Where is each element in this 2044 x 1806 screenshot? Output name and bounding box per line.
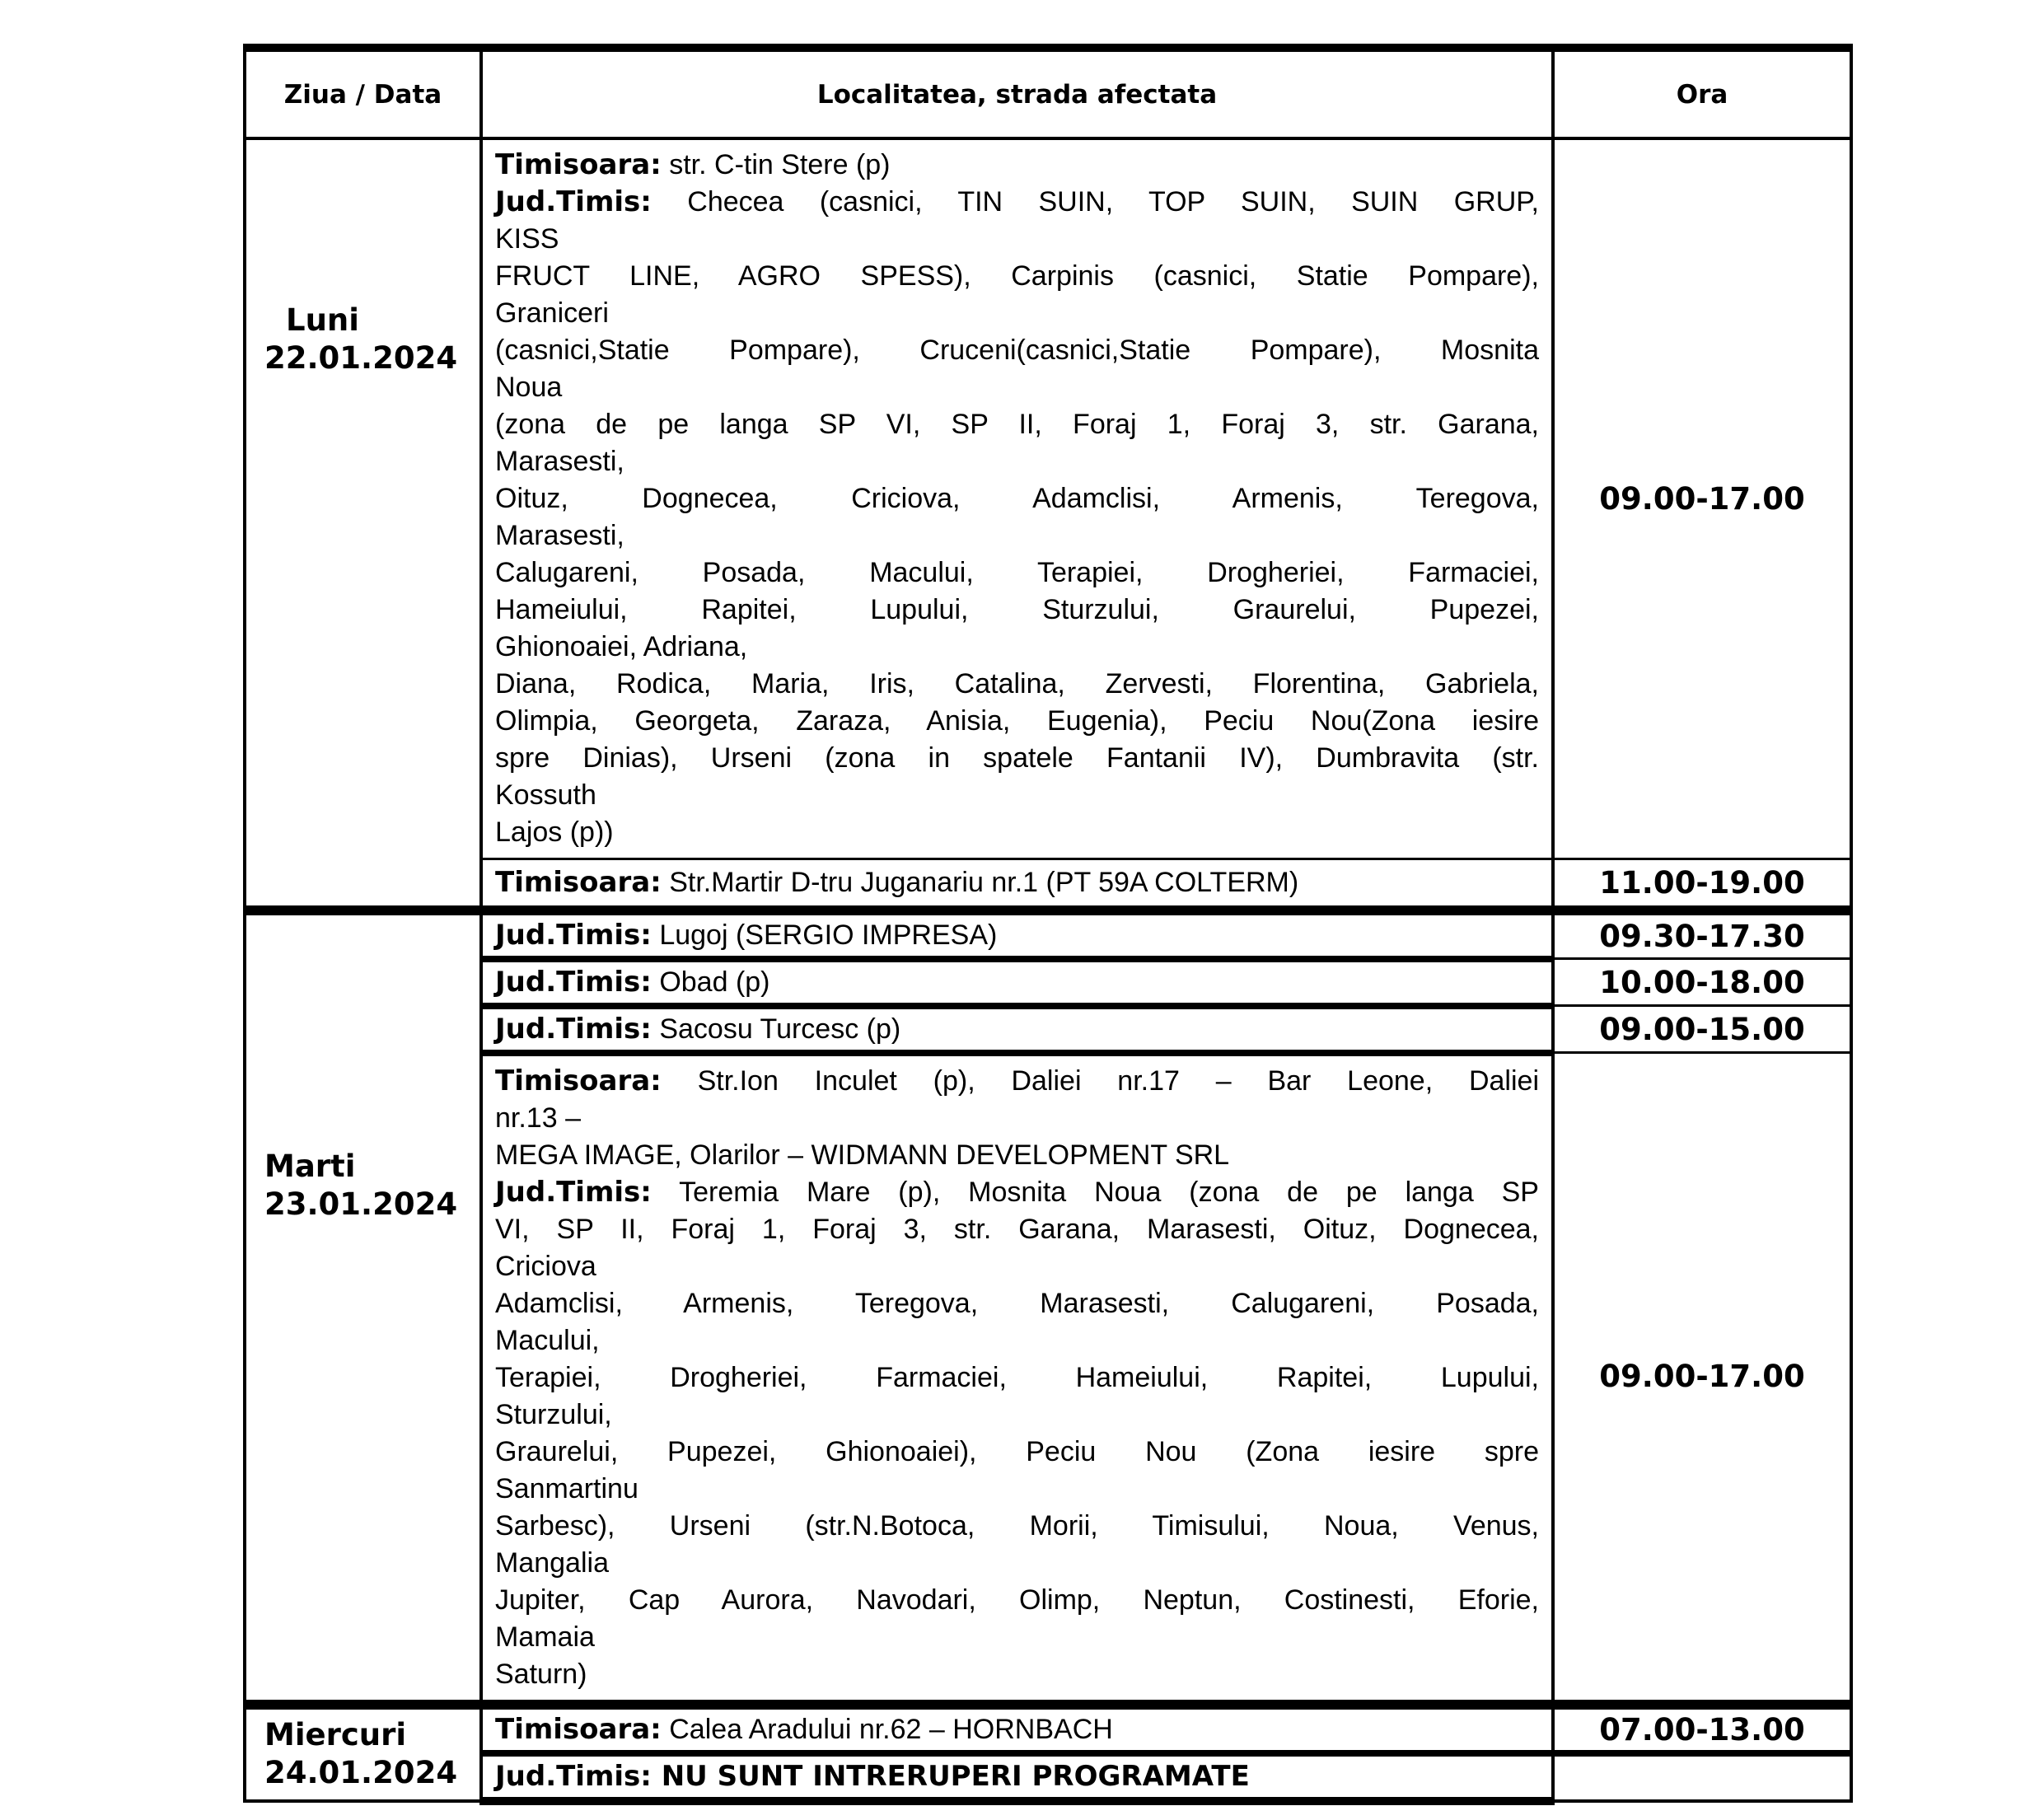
- time-cell: [1553, 1753, 1851, 1801]
- row-marti-obad: [245, 959, 1851, 1006]
- time-cell: 11.00-19.00: [1553, 859, 1851, 910]
- time-cell: 07.00-13.00: [1553, 1705, 1851, 1753]
- text-line: nr.13 –: [495, 1102, 581, 1134]
- day-name: Marti: [264, 1148, 356, 1184]
- location-cell: [481, 1753, 1553, 1801]
- outage-schedule-table: [243, 44, 1853, 1805]
- day-cell-miercuri: [245, 1705, 481, 1801]
- time-cell: 09.00-15.00: [1553, 1006, 1851, 1053]
- day-name: Miercuri: [264, 1717, 407, 1752]
- text-line: Jud.Timis: Obad (p): [495, 965, 770, 999]
- bold-lead-in: Jud.Timis:: [495, 965, 652, 999]
- day-cell-marti: [245, 910, 481, 1705]
- location-cell: [481, 1006, 1553, 1053]
- bold-lead-in: Jud.Timis:: [495, 1175, 652, 1209]
- text-line: Olimpia, Georgeta, Zaraza, Anisia, Eugenia), Peciu Nou(Zona iesire: [495, 705, 1539, 737]
- header-row: [245, 48, 1851, 138]
- text-line: Calugareni, Posada, Macului, Terapiei, Drogheriei, Farmaciei,: [495, 557, 1539, 588]
- bold-lead-in: Timisoara:: [495, 148, 662, 181]
- text-line: Noua: [495, 372, 563, 403]
- text-line: Graniceri: [495, 297, 609, 329]
- bold-lead-in: Jud.Timis:: [495, 918, 652, 952]
- time-cell: 10.00-18.00: [1553, 959, 1851, 1006]
- location-cell: [481, 1053, 1553, 1705]
- text-line: Timisoara: str. C-tin Stere (p): [495, 148, 891, 181]
- text-line: Saturn): [495, 1658, 587, 1690]
- row-miercuri-nusunt: [245, 1753, 1851, 1801]
- text-line: Criciova: [495, 1250, 596, 1282]
- row-luni-main: [245, 138, 1851, 859]
- text-line: Terapiei, Drogheriei, Farmaciei, Hameiului, Rapitei, Lupului,: [495, 1361, 1539, 1393]
- text-line: Jud.Timis: Teremia Mare (p), Mosnita Noua (zona de pe langa SP: [495, 1175, 1539, 1209]
- text-line: Sturzului,: [495, 1398, 612, 1430]
- text-line: Sarbesc), Urseni (str.N.Botoca, Morii, Timisului, Noua, Venus,: [495, 1509, 1539, 1542]
- day-date: 23.01.2024: [264, 1186, 458, 1222]
- text-line: KISS: [495, 223, 559, 255]
- header-time: Ora: [1553, 48, 1851, 138]
- time-cell: 09.00-17.00: [1553, 1053, 1851, 1705]
- row-marti-sacosu: [245, 1006, 1851, 1053]
- row-miercuri-hornbach: [245, 1705, 1851, 1753]
- row-marti-main: [245, 1053, 1851, 1705]
- header-location: Localitatea, strada afectata: [481, 48, 1553, 138]
- text-line: Marasesti,: [495, 520, 624, 551]
- text-line: Marasesti,: [495, 446, 624, 477]
- text-line: (zona de pe langa SP VI, SP II, Foraj 1, Foraj 3, str. Garana,: [495, 409, 1539, 440]
- bold-lead-in: Jud.Timis: NU SUNT INTRERUPERI PROGRAMATE: [495, 1759, 1250, 1793]
- bold-lead-in: Timisoara:: [495, 1712, 662, 1746]
- text-line: Timisoara: Calea Aradului nr.62 – HORNBACH: [495, 1712, 1113, 1746]
- text-line: Jud.Timis: Sacosu Turcesc (p): [495, 1012, 901, 1046]
- bold-lead-in: Jud.Timis:: [495, 1012, 652, 1046]
- text-line: Lajos (p)): [495, 816, 614, 848]
- text-line: Mamaia: [495, 1621, 595, 1653]
- text-line: MEGA IMAGE, Olarilor – WIDMANN DEVELOPMENT SRL: [495, 1139, 1230, 1171]
- text-line: Adamclisi, Armenis, Teregova, Marasesti, Calugareni, Posada,: [495, 1287, 1539, 1319]
- day-cell-luni: [245, 138, 481, 910]
- day-date: 24.01.2024: [264, 1755, 458, 1790]
- header-day: Ziua / Data: [245, 48, 481, 138]
- location-cell: [481, 859, 1553, 910]
- bold-lead-in: Timisoara:: [495, 865, 662, 899]
- bold-lead-in: Jud.Timis:: [495, 185, 652, 218]
- text-line: Diana, Rodica, Maria, Iris, Catalina, Zervesti, Florentina, Gabriela,: [495, 668, 1539, 699]
- text-line: Macului,: [495, 1324, 600, 1356]
- text-line: FRUCT LINE, AGRO SPESS), Carpinis (casnici, Statie Pompare),: [495, 260, 1539, 292]
- text-line: Jud.Timis: Checea (casnici, TIN SUIN, TOP SUIN, SUIN GRUP,: [495, 185, 1539, 218]
- text-line: Jud.Timis: Lugoj (SERGIO IMPRESA): [495, 918, 998, 952]
- location-cell: [481, 1705, 1553, 1753]
- text-line: Sanmartinu: [495, 1472, 638, 1504]
- location-cell: [481, 910, 1553, 959]
- text-line: Timisoara: Str.Martir D-tru Juganariu nr.1 (PT 59A COLTERM): [495, 865, 1299, 899]
- text-line: spre Dinias), Urseni (zona in spatele Fantanii IV), Dumbravita (str.: [495, 742, 1539, 774]
- text-line: [495, 1758, 1539, 1795]
- location-cell: [481, 959, 1553, 1006]
- text-line: Mangalia: [495, 1546, 609, 1579]
- bold-lead-in: Timisoara:: [495, 1064, 662, 1097]
- row-marti-lugoj: [245, 910, 1851, 959]
- text-line: Hameiului, Rapitei, Lupului, Sturzului, Graurelui, Pupezei,: [495, 594, 1539, 625]
- day-name: Luni: [286, 302, 359, 338]
- text-line: VI, SP II, Foraj 1, Foraj 3, str. Garana, Marasesti, Oituz, Dognecea,: [495, 1213, 1539, 1245]
- text-line: (casnici,Statie Pompare), Cruceni(casnici,Statie Pompare), Mosnita: [495, 335, 1539, 366]
- text-line: Kossuth: [495, 779, 596, 811]
- row-luni-martir: [245, 859, 1851, 910]
- time-cell: 09.30-17.30: [1553, 910, 1851, 959]
- text-line: Jupiter, Cap Aurora, Navodari, Olimp, Neptun, Costinesti, Eforie,: [495, 1584, 1539, 1616]
- text-line: Oituz, Dognecea, Criciova, Adamclisi, Armenis, Teregova,: [495, 483, 1539, 514]
- text-line: Ghionoaiei, Adriana,: [495, 631, 748, 662]
- location-cell: [481, 138, 1553, 859]
- text-line: Graurelui, Pupezei, Ghionoaiei), Peciu Nou (Zona iesire spre: [495, 1435, 1539, 1467]
- day-date: 22.01.2024: [264, 340, 458, 376]
- text-line: Timisoara: Str.Ion Inculet (p), Daliei nr.17 – Bar Leone, Daliei: [495, 1064, 1539, 1097]
- time-cell: 09.00-17.00: [1553, 138, 1851, 859]
